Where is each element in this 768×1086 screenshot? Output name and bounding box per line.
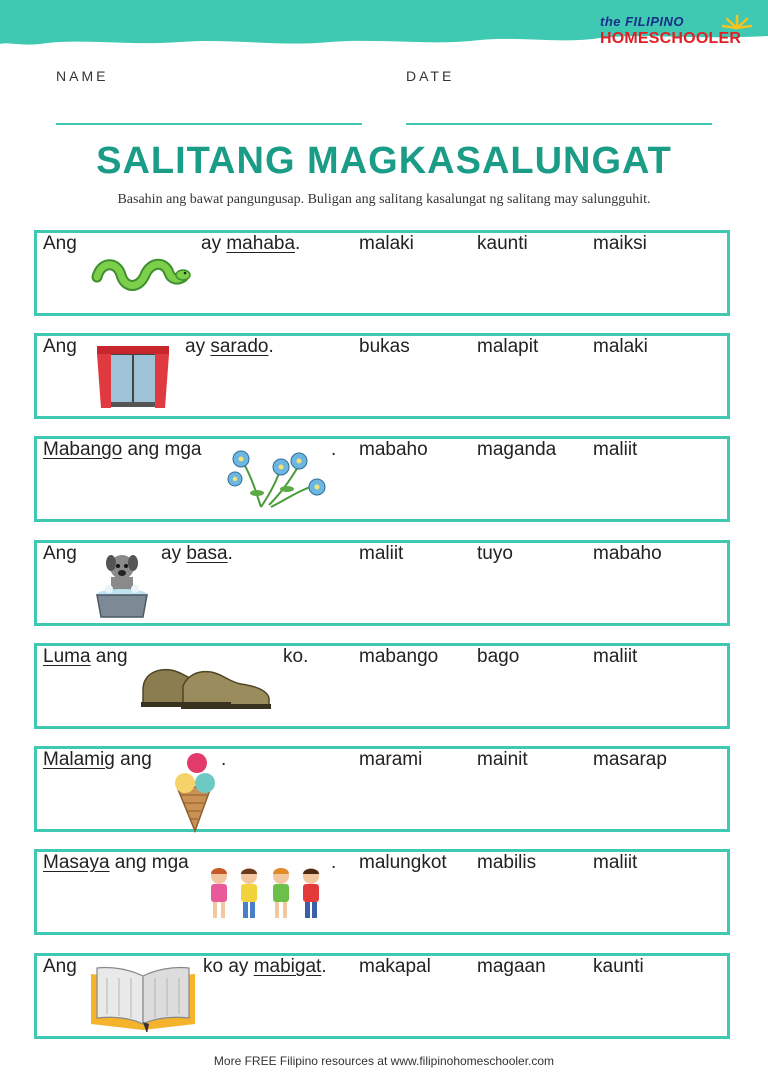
choice-1[interactable]: marami (359, 749, 423, 770)
row-text-post: ay (185, 336, 211, 357)
brand-logo (600, 14, 760, 50)
choice-1[interactable]: makapal (359, 956, 431, 977)
row-text-end: . (295, 233, 301, 254)
choice-2[interactable]: bago (477, 646, 520, 667)
choice-1[interactable]: maliit (359, 543, 404, 564)
row-text-pre: Ang (43, 336, 77, 357)
choice-3[interactable]: masarap (593, 749, 667, 770)
underlined-word: sarado (210, 336, 269, 357)
date-line[interactable] (406, 123, 712, 125)
row-text-pre: ang mga (109, 852, 189, 873)
choice-3[interactable]: maliit (593, 439, 638, 460)
instructions: Basahin ang bawat pangungusap. Buligan ang salitang kasalungat ng salitang may salungguhit. (117, 192, 651, 207)
choice-2[interactable]: mabilis (477, 852, 537, 873)
exercise-row (34, 643, 730, 729)
choice-3[interactable]: mabaho (593, 543, 662, 564)
row-text-post: ko ay (203, 956, 254, 977)
row-text-pre: ang (114, 749, 152, 770)
row-text-post: ay (201, 233, 227, 254)
row-text-pre: Ang (43, 956, 77, 977)
row-text-end: . (268, 336, 274, 357)
exercise-row (34, 849, 730, 935)
underlined-word: mahaba (226, 233, 296, 254)
row-text-end: ko. (283, 646, 309, 667)
name-label: NAME (56, 68, 109, 84)
choice-1[interactable]: mabaho (359, 439, 428, 460)
wet-dog-icon (91, 549, 153, 621)
row-text-pre: Ang (43, 543, 77, 564)
row-text-pre: ang mga (122, 439, 202, 460)
underlined-word: Masaya (43, 852, 110, 873)
choice-3[interactable]: maiksi (593, 233, 647, 254)
choice-3[interactable]: maliit (593, 646, 638, 667)
row-text-end: . (221, 749, 227, 770)
name-line[interactable] (56, 123, 362, 125)
exercise-row (34, 333, 730, 419)
shoes-icon (137, 660, 277, 716)
row-text-post: ay (161, 543, 187, 564)
row-text-end: . (321, 956, 327, 977)
window-icon (93, 344, 173, 410)
choice-1[interactable]: bukas (359, 336, 410, 357)
choice-3[interactable]: malaki (593, 336, 648, 357)
row-text-pre: ang (90, 646, 128, 667)
choice-3[interactable]: kaunti (593, 956, 644, 977)
choice-1[interactable]: mabango (359, 646, 439, 667)
snake-icon (91, 251, 191, 297)
footer-text: More FREE Filipino resources at www.filipinohomeschooler.com (213, 1054, 555, 1068)
choice-1[interactable]: malungkot (359, 852, 447, 873)
choice-2[interactable]: tuyo (477, 543, 513, 564)
choice-2[interactable]: maganda (477, 439, 557, 460)
logo-line1: the FILIPINO (600, 14, 684, 29)
ice-cream-icon (169, 751, 219, 833)
sun-icon (722, 14, 752, 30)
choice-2[interactable]: malapit (477, 336, 539, 357)
underlined-word: mabigat (253, 956, 322, 977)
logo-line2: HOMESCHOOLER (600, 30, 742, 47)
page-title: SALITANG MAGKASALUNGAT (96, 140, 672, 182)
choice-2[interactable]: kaunti (477, 233, 528, 254)
exercise-row (34, 230, 730, 316)
choice-3[interactable]: maliit (593, 852, 638, 873)
date-label: DATE (406, 68, 455, 84)
underlined-word: basa (186, 543, 228, 564)
row-text-end: . (331, 439, 337, 460)
underlined-word: Mabango (43, 439, 123, 460)
children-icon (205, 866, 327, 924)
choice-2[interactable]: mainit (477, 749, 528, 770)
underlined-word: Malamig (43, 749, 115, 770)
underlined-word: Luma (43, 646, 91, 667)
choice-2[interactable]: magaan (477, 956, 546, 977)
exercise-row (34, 953, 730, 1039)
exercise-row (34, 540, 730, 626)
exercise-row (34, 436, 730, 522)
choice-1[interactable]: malaki (359, 233, 414, 254)
book-icon (87, 962, 199, 1032)
row-text-pre: Ang (43, 233, 77, 254)
exercise-row (34, 746, 730, 832)
flowers-icon (221, 445, 331, 515)
row-text-end: . (331, 852, 337, 873)
row-text-end: . (227, 543, 233, 564)
